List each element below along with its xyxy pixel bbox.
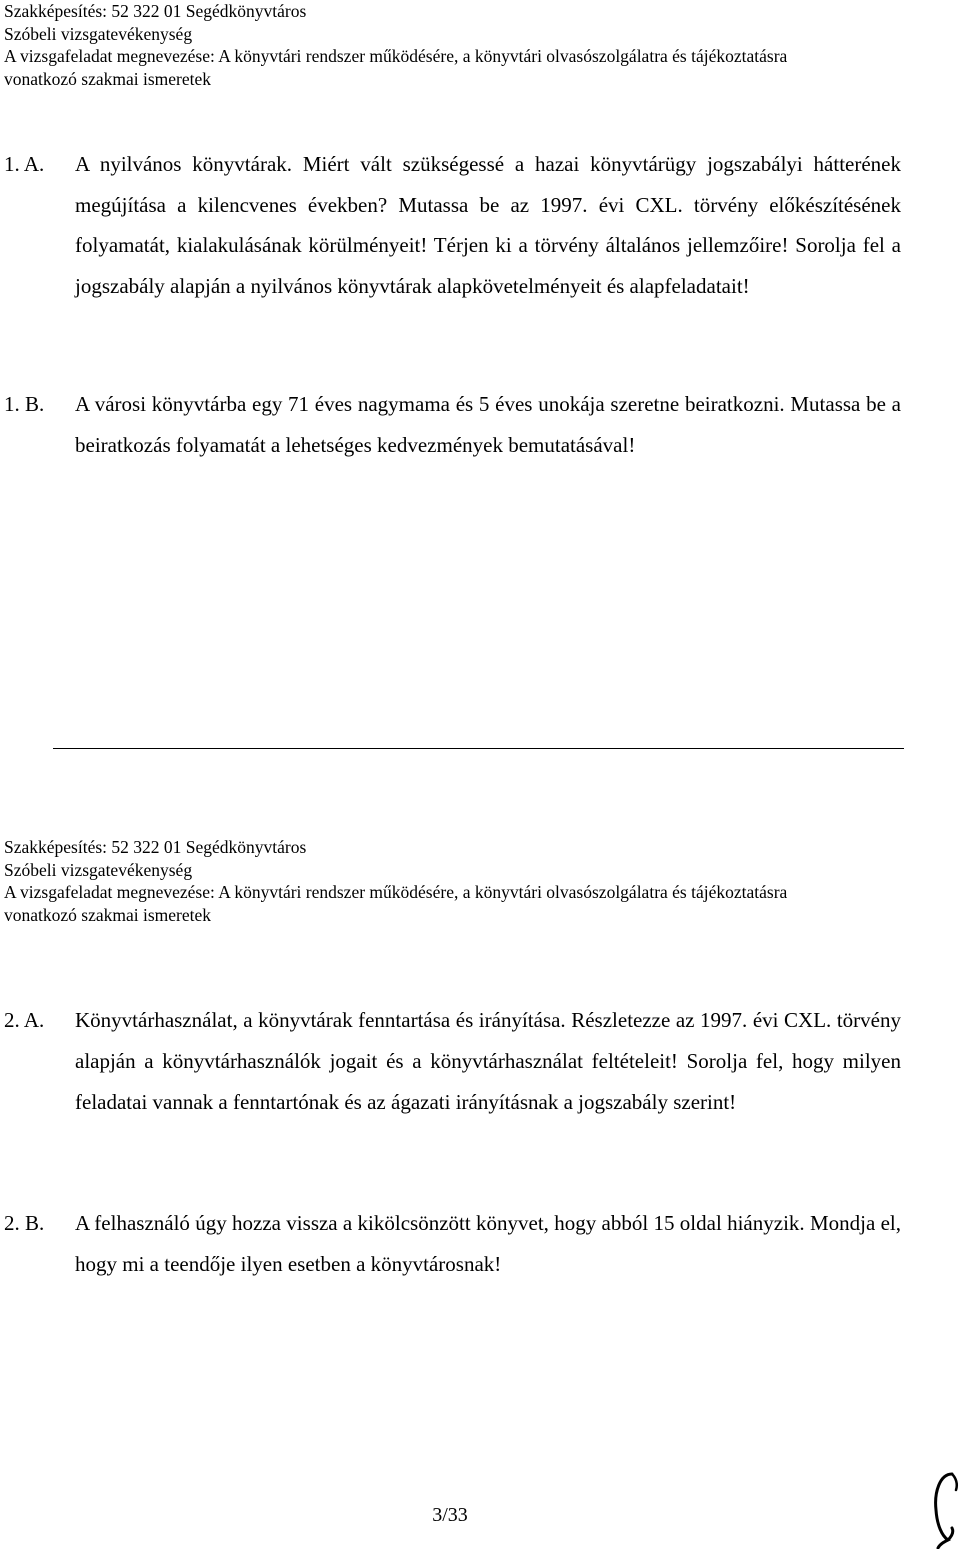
header-task-name-cont: vonatkozó szakmai ismeretek xyxy=(4,904,212,925)
question-2a xyxy=(4,1000,901,1123)
question-2b xyxy=(4,1203,901,1284)
page-separator-line xyxy=(53,748,904,749)
question-number: 2. B. xyxy=(4,1211,45,1235)
question-text: A felhasználó úgy hozza vissza a kikölcsönzött könyvet, hogy abból 15 oldal hiányzik. Mondja el, hogy mi a teendője ilyen esetben a könyvtárosnak! xyxy=(75,1211,901,1276)
question-number: 1. A. xyxy=(4,152,45,176)
question-number: 1. B. xyxy=(4,392,45,416)
question-1a xyxy=(4,144,901,306)
page-header-top xyxy=(4,0,787,90)
header-task-name-cont: vonatkozó szakmai ismeretek xyxy=(4,68,212,89)
signature-mark-icon xyxy=(918,1470,960,1549)
header-qualification: Szakképesítés: 52 322 01 Segédkönyvtáros xyxy=(4,837,307,857)
question-1b xyxy=(4,384,901,465)
question-text: A nyilvános könyvtárak. Miért vált szükségessé a hazai könyvtárügy jogszabályi hátterének megújítása a kilencvenes években? Mutassa be az 1997. évi CXL. törvény előkészítésének folyamatát, kialakulásának körülményeit! Térjen ki a törvény általános jellemzőire! Sorolja fel a jogszabály alapján a nyilvános könyvtárak alapkövetelményeit és alapfeladatait! xyxy=(75,152,901,298)
header-task-name: A vizsgafeladat megnevezése: A könyvtári rendszer működésére, a könyvtári olvasószolgálatra és tájékoztatásra xyxy=(4,882,788,902)
header-task-name: A vizsgafeladat megnevezése: A könyvtári rendszer működésére, a könyvtári olvasószolgálatra és tájékoztatásra xyxy=(4,46,788,66)
header-exam-type: Szóbeli vizsgatevékenység xyxy=(4,859,193,880)
page-number: 3/33 xyxy=(432,1504,468,1526)
page-header-second xyxy=(4,836,787,926)
header-qualification: Szakképesítés: 52 322 01 Segédkönyvtáros xyxy=(4,1,307,21)
question-number: 2. A. xyxy=(4,1008,45,1032)
header-exam-type: Szóbeli vizsgatevékenység xyxy=(4,23,193,44)
question-text: A városi könyvtárba egy 71 éves nagymama és 5 éves unokája szeretne beiratkozni. Mutassa be a beiratkozás folyamatát a lehetséges kedvezmények bemutatásával! xyxy=(75,392,901,457)
question-text: Könyvtárhasználat, a könyvtárak fenntartása és irányítása. Részletezze az 1997. évi CXL. törvény alapján a könyvtárhasználók jogait és a könyvtárhasználat feltételeit! Sorolja fel, hogy milyen feladatai vannak a fenntartónak és az ágazati irányításnak a jogszabály szerint! xyxy=(75,1008,901,1114)
